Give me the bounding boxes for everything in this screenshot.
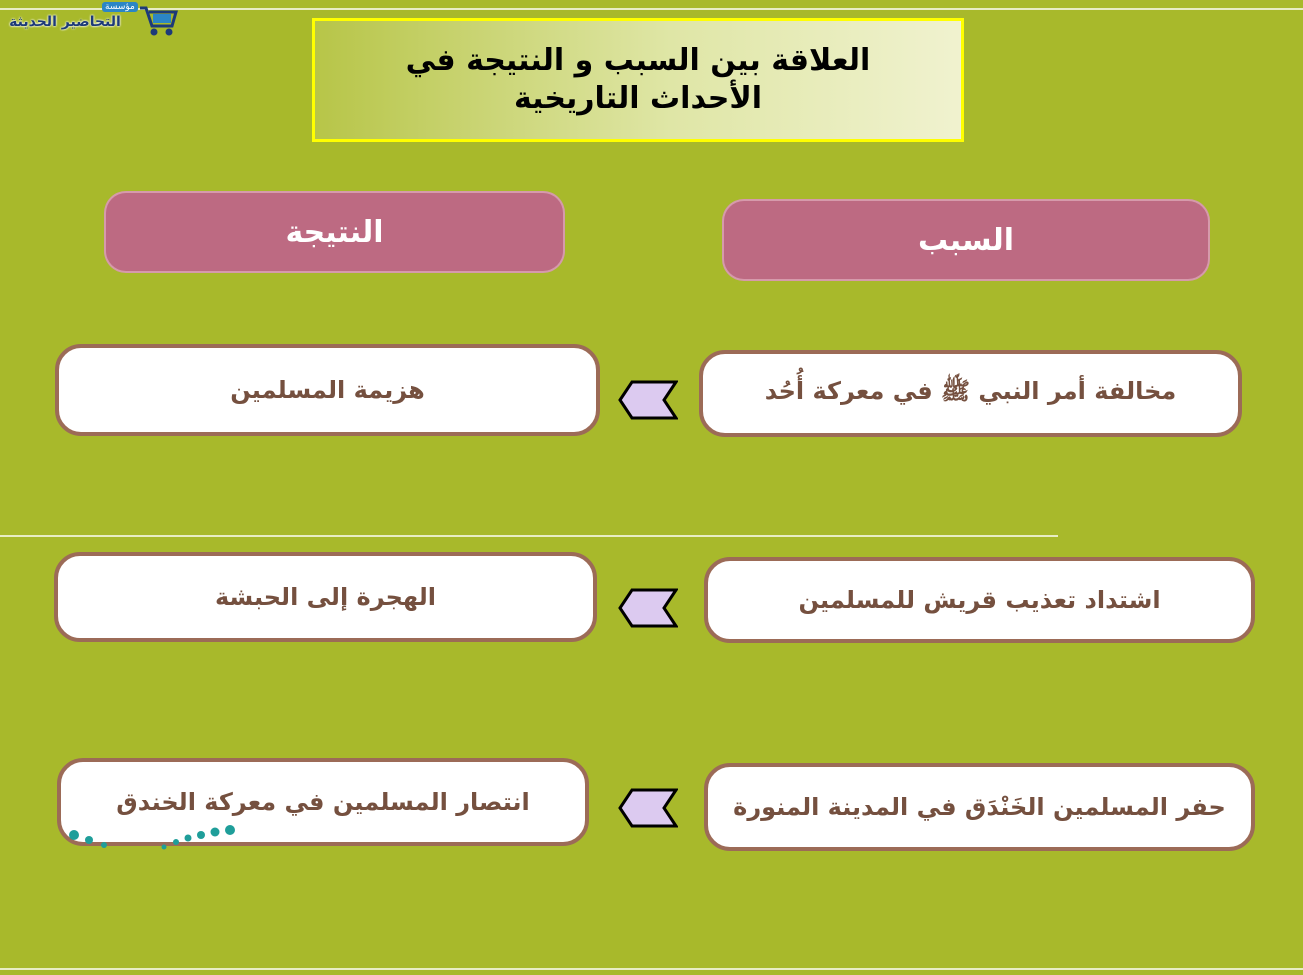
- cause-box-2: [704, 557, 1255, 643]
- cause-header-label: السبب: [917, 222, 1015, 258]
- page-title: العلاقة بين السبب و النتيجة في الأحداث التاريخية: [405, 43, 871, 116]
- middle-divider-line: [0, 535, 1058, 537]
- result-text-1: هزيمة المسلمين: [230, 376, 425, 404]
- top-divider-line: [0, 8, 1303, 10]
- site-logo: [0, 0, 182, 42]
- result-text-3: انتصار المسلمين في معركة الخندق: [116, 788, 530, 816]
- result-box-2: [54, 552, 597, 642]
- result-header: [106, 193, 563, 271]
- cause-header: [724, 201, 1208, 279]
- decorative-dots: [60, 822, 240, 854]
- arrow-left-icon: [618, 380, 678, 420]
- result-header-label: النتيجة: [285, 214, 384, 250]
- cause-text-2: اشتداد تعذيب قريش للمسلمين: [798, 586, 1161, 614]
- cause-text-1: مخالفة أمر النبي ﷺ في معركة أُحُد: [764, 377, 1177, 405]
- page-title-box: [312, 18, 964, 142]
- cause-box-1: [699, 350, 1242, 437]
- cause-text-3: حفر المسلمين الخَنْدَق في المدينة المنورة: [733, 793, 1226, 821]
- arrow-left-icon: [618, 588, 678, 628]
- arrow-left-icon: [618, 788, 678, 828]
- result-box-1: [55, 344, 600, 436]
- cart-icon: [136, 2, 180, 38]
- result-text-2: الهجرة إلى الحبشة: [214, 583, 436, 611]
- bottom-divider-line: [0, 968, 1303, 970]
- logo-org-badge: مؤسسة: [102, 2, 138, 12]
- cause-box-3: [704, 763, 1255, 851]
- logo-brand-text: التحاضير الحديثة: [9, 14, 121, 30]
